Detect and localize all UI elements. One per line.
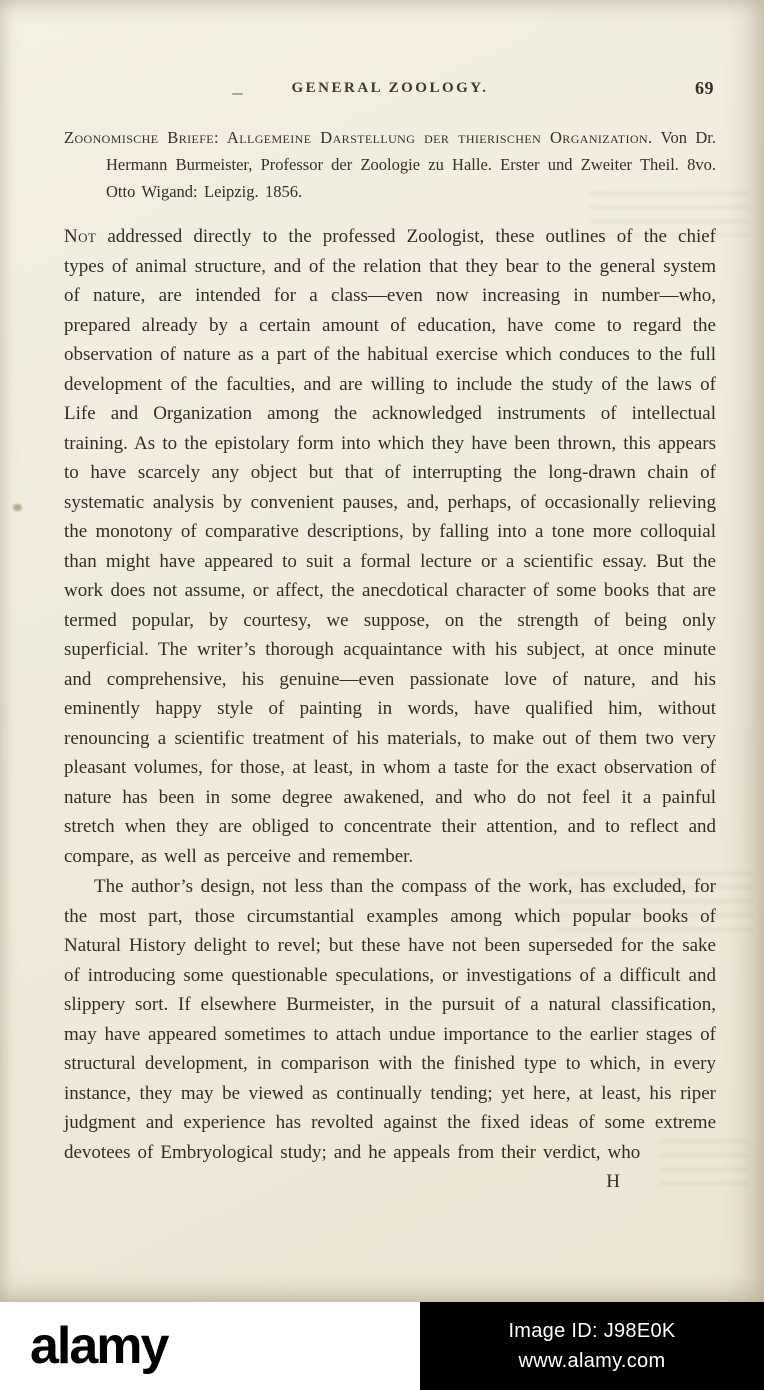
article-imprint: Von Dr. Hermann Burmeister, Professor der Zoologie zu Halle. Erster und Zweiter Theil. 8vo. Otto Wigand: Leipzig. 1856. bbox=[106, 128, 716, 201]
watermark-bar bbox=[0, 1302, 764, 1390]
stray-ink-mark bbox=[232, 93, 243, 95]
image-id: Image ID: J98E0K bbox=[508, 1319, 676, 1342]
ink-bleed-ghost bbox=[590, 192, 750, 236]
watermark-url: www.alamy.com bbox=[518, 1349, 666, 1372]
image-id-box bbox=[420, 1302, 764, 1390]
paragraph-text: addressed directly to the professed Zoologist, these outlines of the chief types of animal structure, and of the relation that they bear to the general system of nature, are intended for a class—even now increasing in number—who, prepared already by a certain amount of education, have come to regard the observation of nature as a part of the habitual exercise which conduces to the full development of the faculties, and are willing to include the study of the laws of Life and Organization among the acknowledged instruments of intellectual training. As to the epistolary form into which they have been thrown, this appears to have scarcely any object but that of interrupting the long-drawn chain of systematic analysis by convenient pauses, and, perhaps, of occasionally relieving the monotony of comparative descriptions, by falling into a tone more colloquial than might have appeared to suit a formal lecture or a scientific essay. But the work does not assume, or affect, the anecdotical character of some books that are termed popular, by courtesy, we suppose, on the strength of being only superficial. The writer’s thorough acquaintance with his subject, at once minute and comprehensive, his genuine—even passionate love of nature, and his eminently happy style of painting in words, have qualified him, without renouncing a scientific treatment of his materials, to make out of them two very pleasant volumes, for those, at least, in whom a taste for the exact observation of nature has been in some degree awakened, and who do not feel it a painful stretch when they are obliged to concentrate their attention, and to reflect and compare, as well as perceive and remember. bbox=[64, 226, 716, 867]
page-number: 69 bbox=[695, 78, 714, 98]
body-paragraph-1 bbox=[64, 222, 716, 871]
running-header: GENERAL ZOOLOGY. bbox=[291, 80, 489, 96]
ink-bleed-ghost bbox=[554, 872, 754, 942]
body-paragraph-2: The author’s design, not less than the compass of the work, has excluded, for the most part, those circumstantial examples among which popular books of Natural History delight to revel; but these have not been superseded for the sake of introducing some questionable speculations, or investigations of a difficult and slippery sort. If elsewhere Burmeister, in the pursuit of a natural classification, may have appeared sometimes to attach undue importance to the earlier stages of structural development, in comparison with the finished type to which, in every instance, they may be viewed as continually tending; yet here, at least, his riper judgment and experience has revolted against the fixed ideas of some extreme devotees of Embryological study; and he appeals from their verdict, who bbox=[64, 876, 716, 1163]
page-content bbox=[64, 80, 716, 1196]
lead-word: Not bbox=[64, 226, 97, 247]
signature-mark: H bbox=[606, 1171, 620, 1192]
ink-bleed-ghost bbox=[658, 1140, 748, 1190]
page-header bbox=[64, 80, 716, 110]
alamy-logo: alamy bbox=[30, 1317, 168, 1375]
article-title: Zoonomische Briefe: Allgemeine Darstellung der thierischen Organization. bbox=[64, 128, 653, 147]
paper-speck bbox=[13, 504, 22, 511]
